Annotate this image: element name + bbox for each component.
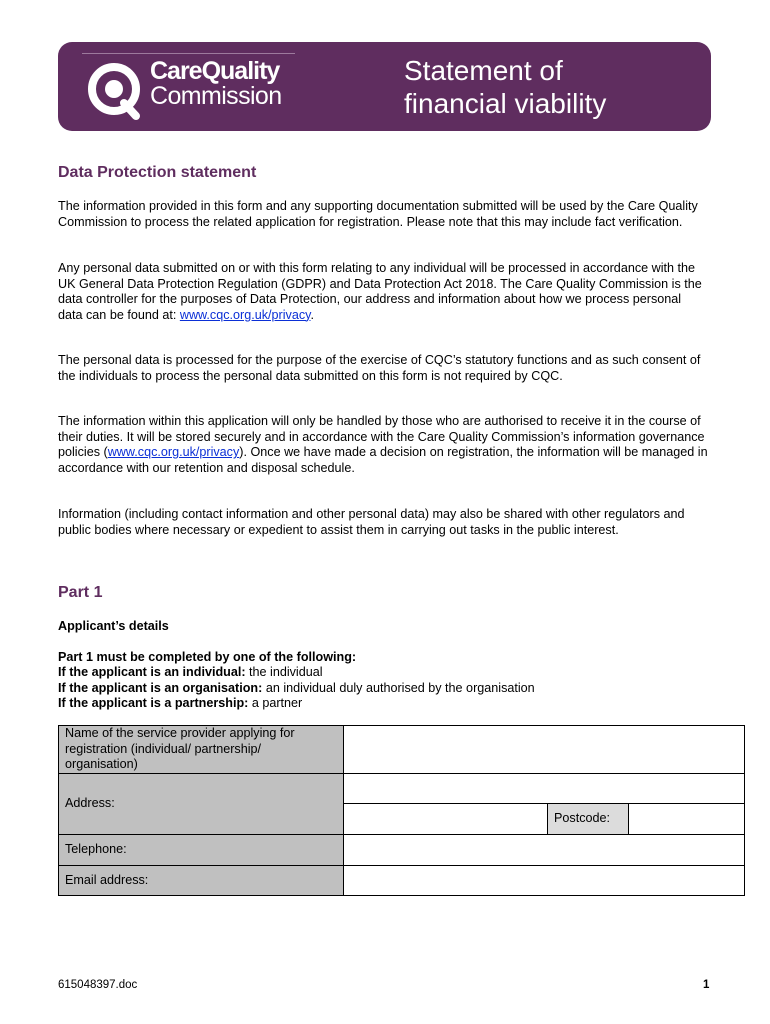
address-line-1-field[interactable]: [344, 774, 745, 804]
telephone-label: Telephone:: [59, 835, 344, 866]
address-label: Address:: [59, 774, 344, 835]
title-line-1: Statement of: [404, 55, 563, 86]
dp-paragraph-4-text: The information within this application will only be handled by those who are authorised to receive it in the course of their duties. It will be stored securely and in accordance with the Care Quality Commission’s information governance policies (: [58, 414, 705, 459]
dp-paragraph-4-end: ). Once we have made a decision on registration, the information will be managed in accordance with our retention and disposal schedule.: [58, 445, 708, 475]
dp-paragraph-1: The information provided in this form and any supporting documentation submitted will be used by the Care Quality Commission to process the related application for registration. Please note that this may include fact verification.: [58, 199, 698, 229]
document-title: [404, 54, 606, 120]
postcode-label: Postcode:: [548, 804, 629, 835]
rule-organisation-label: If the applicant is an organisation:: [58, 681, 263, 695]
logo-line-1: CareQuality: [150, 57, 280, 85]
dp-paragraph-2-text: Any personal data submitted on or with this form relating to any individual will be processed in accordance with the UK General Data Protection Regulation (GDPR) and Data Protection Act 2018. The Care Quality Commission is the data controller for the purposes of Data Protection, our address and information about how we process personal data can be found at:: [58, 261, 702, 322]
dp-paragraph-2-end: .: [310, 307, 314, 322]
rule-partnership: [58, 696, 302, 712]
provider-name-label: Name of the service provider applying for registration (individual/ partnership/ organisation): [59, 726, 344, 774]
address-line-2-field[interactable]: [344, 804, 548, 835]
rule-organisation: [58, 681, 535, 697]
part1-heading: Part 1: [58, 584, 103, 601]
table-row: [59, 726, 745, 774]
email-field[interactable]: [344, 866, 745, 896]
applicant-details-table: [58, 725, 745, 896]
applicant-details-heading: Applicant’s details: [58, 619, 169, 633]
email-label: Email address:: [59, 866, 344, 896]
table-row: [59, 835, 745, 866]
table-row: [59, 866, 745, 896]
privacy-link-2[interactable]: www.cqc.org.uk/privacy: [107, 445, 240, 459]
data-protection-heading: Data Protection statement: [58, 164, 257, 181]
header-banner: [58, 42, 711, 131]
dp-paragraph-4: [58, 414, 708, 476]
rule-organisation-value: an individual duly authorised by the organisation: [262, 681, 535, 695]
privacy-link[interactable]: www.cqc.org.uk/privacy: [179, 307, 311, 322]
table-row: [59, 774, 745, 804]
provider-name-field[interactable]: [344, 726, 745, 774]
cqc-logo-icon: [84, 58, 146, 120]
postcode-field[interactable]: [629, 804, 745, 835]
title-line-2: financial viability: [404, 88, 607, 119]
page-number: 1: [703, 979, 710, 991]
dp-paragraph-3: The personal data is processed for the purpose of the exercise of CQC’s statutory functions and as such consent of the individuals to process the personal data submitted on this form is not required by CQC.: [58, 353, 701, 383]
logo-wordmark: [150, 59, 282, 109]
rule-individual-label: If the applicant is an individual:: [58, 665, 246, 679]
rule-partnership-value: a partner: [248, 696, 303, 710]
part1-intro: Part 1 must be completed by one of the following:: [58, 650, 357, 664]
dp-paragraph-2: [58, 261, 708, 323]
rule-individual-value: the individual: [245, 665, 323, 679]
banner-rule: [82, 53, 295, 54]
telephone-field[interactable]: [344, 835, 745, 866]
rule-individual: [58, 665, 323, 681]
footer-filename: 615048397.doc: [58, 979, 138, 991]
dp-paragraph-5: Information (including contact information and other personal data) may also be shared with other regulators and public bodies where necessary or expedient to assist them in carrying out tasks in the public interest.: [58, 507, 685, 537]
rule-partnership-label: If the applicant is a partnership:: [58, 696, 249, 710]
logo-line-2: Commission: [150, 82, 282, 110]
